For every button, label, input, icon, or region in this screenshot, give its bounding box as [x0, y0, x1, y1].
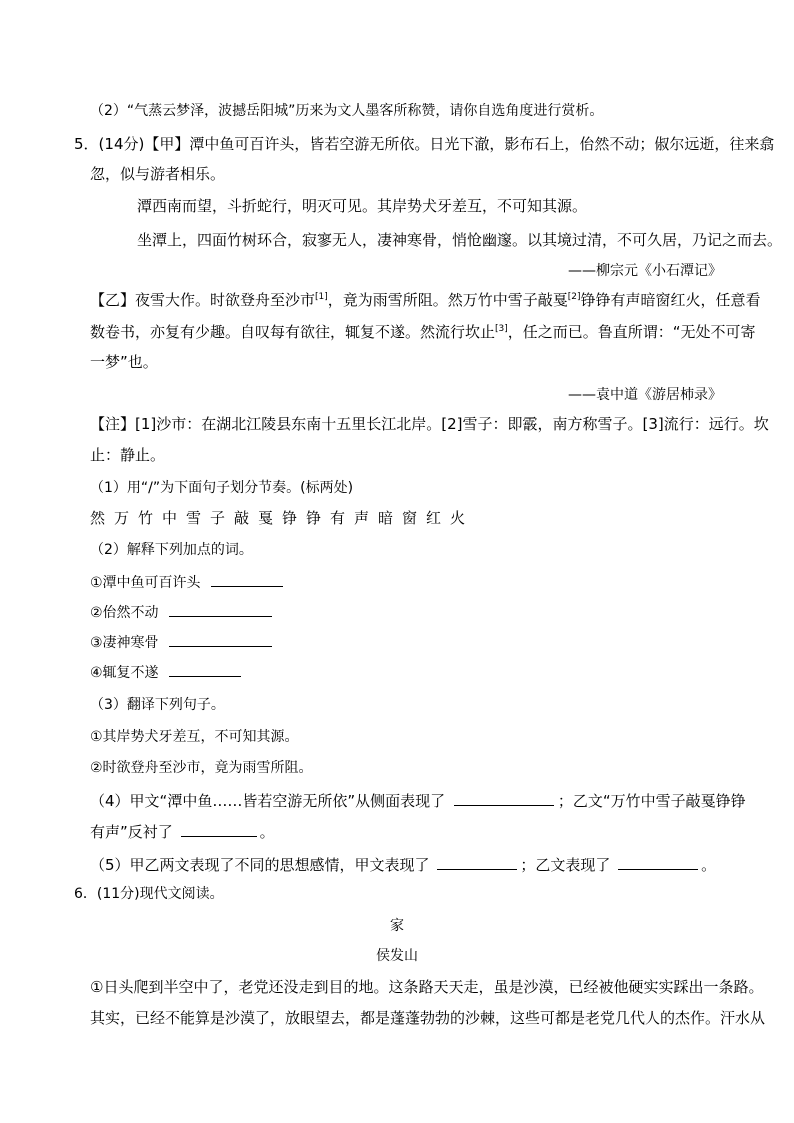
essay-paragraph-1-line2: 其实，已经不能算是沙漠了，放眼望去，都是蓬蓬勃勃的沙棘，这些可都是老党几代人的杰作。汗水从	[90, 1009, 766, 1027]
note-line2: 止：静止。	[90, 446, 166, 464]
yi-line2-part-b: ，任之而已。鲁直所谓：“无处不可寄	[507, 323, 756, 341]
yi-line1-part-b: ，竟为雨雪所阻。然万竹中雪子敲戛	[327, 291, 568, 309]
essay-title: 家	[390, 918, 404, 934]
yi-line2-part-a: 数卷书，亦复有少趣。自叹每有欲往，辄复不遂。然流行坎止	[90, 323, 496, 341]
translate-item-2: ②时欲登舟至沙市，竟为雨雪所阻。	[90, 760, 313, 776]
answer-blank-2[interactable]	[169, 602, 272, 617]
q5-header-line1: 5．(14分)【甲】潭中鱼可百许头，皆若空游无所依。日光下澈，影布石上，佁然不动；俶尔远逝，往来翕	[74, 135, 775, 153]
answer-blank-5[interactable]	[454, 791, 554, 806]
yi-line1	[90, 290, 761, 310]
note-line1: 【注】[1]沙市：在湖北江陵县东南十五里长江北岸。[2]雪子：即霰，南方称雪子。[3]流行：远行。坎	[90, 415, 769, 433]
jia-paragraph-2: 潭西南而望，斗折蛇行，明灭可见。其岸势犬牙差互，不可知其源。	[137, 197, 588, 215]
translate-item-1: ①其岸势犬牙差互，不可知其源。	[90, 729, 299, 745]
jia-attribution: ——柳宗元《小石潭记》	[568, 263, 722, 279]
answer-blank-7[interactable]	[437, 855, 517, 870]
sub-question-5-end: 。	[701, 856, 717, 874]
sub-question-5-part-b: ；乙文表现了	[520, 856, 611, 874]
vocab-item-1	[90, 572, 283, 593]
sub-question-2: （2）解释下列加点的词。	[90, 542, 253, 558]
yi-line1-part-c: 铮铮有声暗窗红火，任意看	[580, 291, 761, 309]
sub-question-4-line2	[90, 822, 275, 842]
vocab-item-2	[90, 602, 272, 623]
essay-paragraph-1-line1: ①日头爬到半空中了，老党还没走到目的地。这条路天天走，虽是沙漠，已经被他硬实实踩出一条路。	[90, 978, 764, 996]
sub-question-5-part-a: （5）甲乙两文表现了不同的思想感情，甲文表现了	[90, 856, 430, 874]
jia-paragraph-3: 坐潭上，四面竹树环合，寂寥无人，凄神寒骨，悄怆幽邃。以其境过清，不可久居，乃记之而去。	[137, 231, 783, 249]
footnote-marker-2: [2]	[567, 292, 581, 302]
essay-author: 侯发山	[376, 948, 418, 964]
rhythm-sentence: 然万竹中雪子敲戛铮铮有声暗窗红火	[90, 509, 475, 527]
q6-header: 6．(11分)现代文阅读。	[74, 886, 224, 902]
sub-question-3: （3）翻译下列句子。	[90, 697, 225, 713]
sub-question-5	[90, 855, 716, 875]
footnote-marker-1: [1]	[315, 292, 328, 302]
vocab-item-3	[90, 632, 272, 653]
sub-question-1: （1）用“/”为下面句子划分节奏。(标两处)	[90, 480, 354, 496]
sub-question-4-end: 。	[259, 823, 275, 841]
vocab-item-4-text: ④辄复不遂	[90, 665, 159, 681]
answer-blank-3[interactable]	[169, 632, 272, 647]
answer-blank-6[interactable]	[181, 822, 257, 837]
sub-question-4-line1	[90, 791, 746, 811]
footnote-marker-3: [3]	[495, 324, 508, 334]
answer-blank-8[interactable]	[618, 855, 698, 870]
answer-blank-1[interactable]	[211, 572, 283, 587]
yi-line3: 一梦”也。	[90, 353, 158, 371]
vocab-item-3-text: ③凄神寒骨	[90, 635, 159, 651]
yi-line2	[90, 322, 756, 342]
q4-part2: （2）“气蒸云梦泽，波撼岳阳城”历来为文人墨客所称赞，请你自选角度进行赏析。	[90, 103, 604, 119]
sub-question-4-part-c: 有声”反衬了	[90, 823, 173, 841]
answer-blank-4[interactable]	[169, 662, 241, 677]
vocab-item-1-text: ①潭中鱼可百许头	[90, 575, 201, 591]
vocab-item-4	[90, 662, 241, 683]
vocab-item-2-text: ②佁然不动	[90, 605, 159, 621]
q5-header-line2: 忽，似与游者相乐。	[90, 165, 226, 183]
sub-question-4-part-a: （4）甲文“潭中鱼……皆若空游无所依”从侧面表现了	[90, 792, 446, 810]
yi-attribution: ——袁中道《游居杮录》	[568, 387, 722, 403]
sub-question-4-part-b: ；乙文“万竹中雪子敲戛铮铮	[557, 792, 746, 810]
yi-line1-part-a: 【乙】夜雪大作。时欲登舟至沙市	[90, 291, 316, 309]
